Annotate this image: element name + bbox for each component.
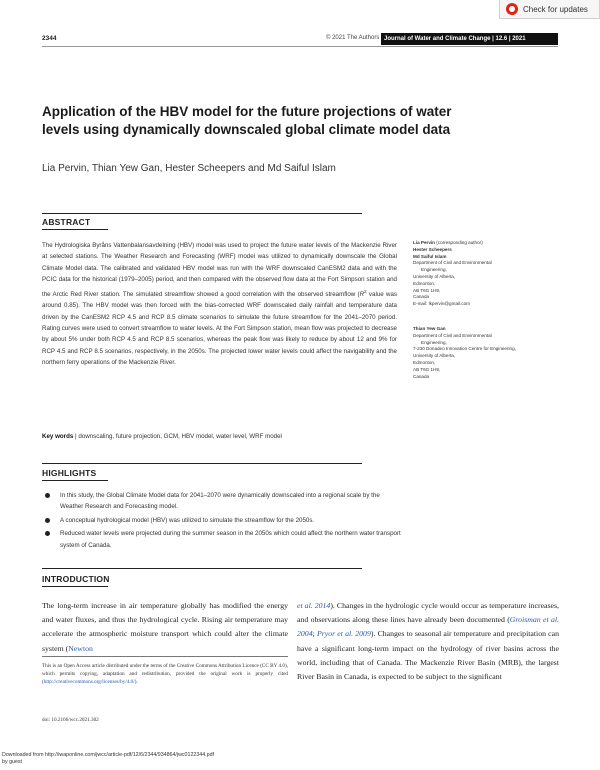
- author-name-pervin: Lia Pervin: [413, 240, 435, 245]
- download-stamp: [2, 752, 214, 766]
- header-divider: [42, 46, 558, 47]
- journal-year: 2021: [512, 36, 526, 42]
- highlights-list: [42, 490, 402, 553]
- highlight-item: In this study, the Global Climate Model data for 2041–2070 were dynamically downscaled into a regional scale by the Weather Research and Forecasting model.: [42, 490, 402, 513]
- r2-exponent: 2: [364, 288, 367, 294]
- check-for-updates-badge[interactable]: [499, 0, 600, 19]
- journal-name: Journal of Water and Climate Change: [384, 36, 491, 42]
- abstract-rule: [42, 213, 362, 214]
- footnote-rule: [42, 656, 288, 657]
- citation-link[interactable]: Newton: [68, 643, 93, 653]
- introduction-underline: [42, 586, 108, 587]
- keywords-line: [42, 433, 282, 440]
- aff-line: AB T6G 1H9,: [413, 287, 441, 293]
- highlights-rule: [42, 463, 362, 464]
- intro-right-column: [297, 599, 559, 684]
- intro-right-text-2: ). Changes to seasonal air temperature and precipitation can have a significant long-term impact on the hydrology of river basins across the world, including that of Canada. The Mackenzie River Basin (MRB), the largest River Basin in Canada, is expected to be subject to the significant: [297, 629, 559, 682]
- aff-line: University of Alberta,: [413, 273, 456, 279]
- citation-link[interactable]: Groisman et al. 2004: [297, 615, 559, 639]
- keywords-label: Key words: [42, 433, 74, 440]
- author-name-islam: Md Saiful Islam: [413, 253, 447, 259]
- aff-line: Edmonton,: [413, 280, 436, 286]
- author-name-scheepers: Hester Scheepers: [413, 246, 452, 252]
- highlight-item: Reduced water levels were projected during the summer season in the 2050s which could affect the northern water transport system of Canada.: [42, 528, 402, 551]
- abstract-body: [42, 240, 397, 369]
- intro-left-column: [42, 599, 288, 656]
- author-list: Lia Pervin, Thian Yew Gan, Hester Scheepers and Md Saiful Islam: [42, 163, 336, 174]
- intro-right-text-1: ). Changes in the hydrologic cycle would occur as temperature increases, and observations along these lines have already been documented (: [297, 601, 559, 625]
- abstract-text-b: value was around 0.85). The HBV model was then forced with the bias-corrected WRF downscaled daily rainfall and temperature data driven by the CanESM2 RCP 4.5 and RCP 8.5 climate scenarios to simulate the future streamflow for the 2041–2070 period. Rating curves were used to convert streamflow to water levels. At the Fort Simpson station, mean flow was projected to decrease by about 5% under both RCP 4.5 and RCP 8.5 scenarios, whereas the peak flow was likely to reduce by about 12 and 9% for RCP 4.5 and RCP 8.5 scenarios, respectively, in the 2050s. The projected lower water levels could affect the navigability and the northern ferry operations of the Mackenzie River.: [42, 290, 397, 367]
- citation-link[interactable]: et al. 2014: [297, 601, 331, 610]
- abstract-text-a: The Hydrologiska Byråns Vattenbalansavdelning (HBV) model was used to project the future water levels of the Mackenzie River at selected stations. The Weather Research and Forecasting (WRF) model was utilized to dynamically downscale the Global Climate Model data. The calibrated and validated HBV model was run with the WRF downscaled CanESM2 data and with the PCIC data for the historical (1979–2005) period, and then compared with the observed flow data at the Fort Simpson station and the Arctic Red River station. The simulated streamflow showed a good correlation with the observed streamflow (: [42, 242, 397, 298]
- update-icon: [506, 3, 518, 15]
- download-line: by guest: [2, 759, 23, 765]
- download-line[interactable]: Downloaded from http://iwaponline.com/jwcc/article-pdf/12/6/2344/934864/jwc0122344.pdf: [2, 752, 215, 758]
- aff-line: Department of Civil and Environmental: [413, 260, 492, 266]
- license-tail: ).: [134, 679, 138, 686]
- abstract-underline: [42, 229, 108, 230]
- introduction-heading: INTRODUCTION: [42, 574, 110, 584]
- email-line[interactable]: E-mail: lkpervin@gmail.com: [413, 301, 470, 307]
- aff-line: Department of Civil and Environmental: [413, 332, 492, 338]
- license-footnote: [42, 662, 288, 687]
- r2-symbol: R: [359, 290, 365, 298]
- keywords-text: | downscaling, future projection, GCM, HBV model, water level, WRF model: [73, 433, 282, 440]
- citation-link[interactable]: Pryor et al. 2009: [316, 629, 371, 639]
- license-link[interactable]: http://creativecommons.org/licenses/by/4.0/: [43, 679, 135, 686]
- author-name-gan: Thian Yew Gan: [413, 326, 446, 331]
- highlights-heading: HIGHLIGHTS: [42, 468, 97, 478]
- intro-left-text: The long-term increase in air temperature globally has modified the energy and water fluxes, and thus the hydrological cycle. Rising air temperature may accelerate the atmospheric moisture transport which could alter the climate system (: [42, 601, 288, 653]
- copyright: © 2021 The Authors: [326, 35, 380, 41]
- citation-separator: ;: [312, 629, 317, 639]
- highlight-item: A conceptual hydrological model (HBV) was utilized to simulate the streamflow for the 2050s.: [42, 515, 402, 526]
- journal-volume: 12.6: [495, 36, 508, 42]
- highlights-underline: [42, 480, 108, 481]
- aff-line: Edmonton,: [413, 359, 436, 365]
- check-for-updates-label: Check for updates: [523, 4, 588, 14]
- license-text: This is an Open Access article distributed under the terms of the Creative Commons Attribution Licence (CC BY 4.0), which permits copying, adaptation and redistribution, provided the original work is properly cited (: [42, 663, 288, 686]
- article-title: Application of the HBV model for the future projections of water levels using dynamically downscaled global climate model data: [42, 104, 452, 137]
- page-number: 2344: [42, 35, 57, 42]
- aff-line: Canada: [413, 373, 430, 379]
- journal-bar: Journal of Water and Climate Change | 12.6 | 2021: [381, 33, 558, 45]
- aff-line: Engineering,: [421, 339, 447, 345]
- aff-line: Canada: [413, 294, 430, 300]
- corresponding-note: (corresponding author): [434, 240, 483, 245]
- abstract-heading: ABSTRACT: [42, 217, 91, 227]
- aff-line: AB T6G 1H9,: [413, 366, 441, 372]
- aff-line: University of Alberta,: [413, 353, 456, 359]
- aff-line: 7-230 Donadeo Innovation Centre for Engineering,: [413, 346, 516, 352]
- aff-line: Engineering,: [421, 267, 447, 273]
- bullet-icon: [45, 493, 50, 498]
- doi: doi: 10.2166/wcc.2021.302: [42, 717, 99, 723]
- bullet-icon: [45, 531, 50, 536]
- affiliation-group-2: [413, 326, 563, 380]
- introduction-rule: [42, 568, 362, 569]
- affiliation-group-1: [413, 240, 563, 308]
- bullet-icon: [45, 518, 50, 523]
